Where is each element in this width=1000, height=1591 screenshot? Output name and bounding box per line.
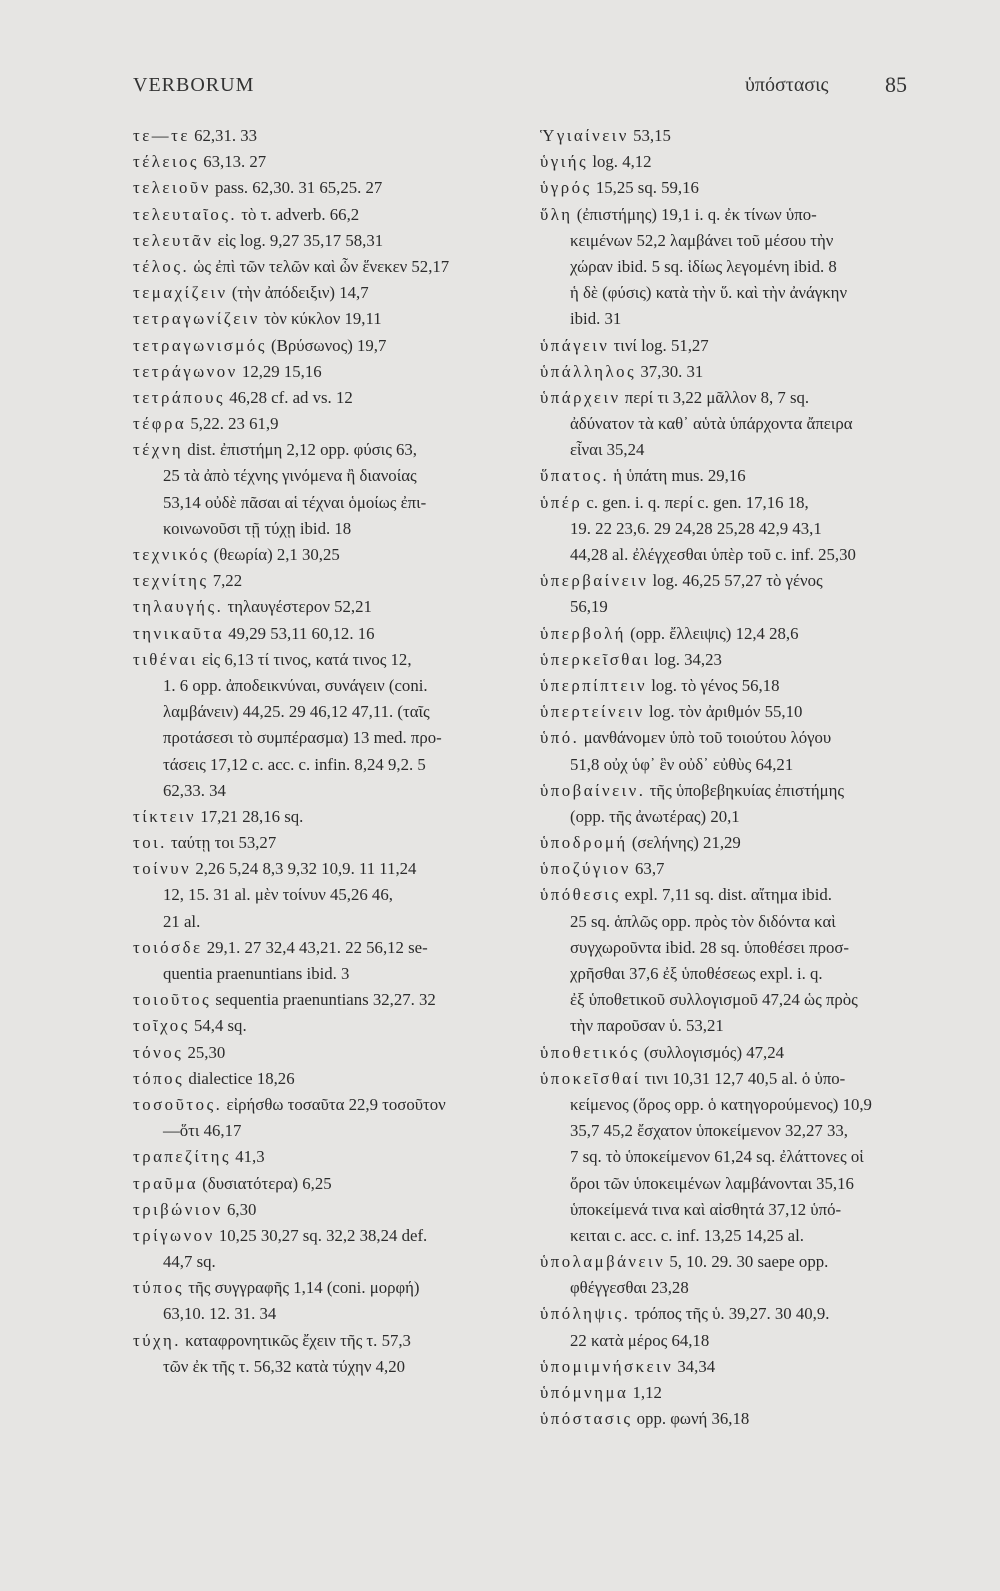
index-entry <box>540 1066 940 1092</box>
entry-headword: τοσοῦτος. <box>133 1094 223 1114</box>
index-entry <box>540 725 940 751</box>
index-entry-continuation <box>540 961 940 987</box>
entry-headword: ὑποκεῖσθαί <box>540 1068 641 1088</box>
entry-references: τῆς ὑποβεβηκυίας ἐπιστήμης <box>645 780 845 800</box>
entry-references: τρόπος τῆς ὑ. 39,27. 30 40,9. <box>630 1304 830 1324</box>
entry-references: log. 46,25 57,27 τὸ γένος <box>648 571 823 591</box>
entry-references: ὑποκείμενά τινα καὶ αἰσθητά 37,12 ὑπό- <box>570 1199 842 1219</box>
entry-references: εἰρήσθω τοσαῦτα 22,9 τοσοῦτον <box>222 1094 446 1114</box>
entry-references: (ἐπιστήμης) 19,1 i. q. ἐκ τίνων ὑπο- <box>572 204 817 224</box>
entry-references: 12, 15. 31 al. μὲν τοίνυν 45,26 46, <box>163 885 393 905</box>
entry-references: τῶν ἐκ τῆς τ. 56,32 κατὰ τύχην 4,20 <box>163 1356 405 1376</box>
index-entry-continuation <box>133 1249 523 1275</box>
index-entry <box>540 359 940 385</box>
entry-references: χώραν ibid. 5 sq. ἰδίως λεγομένη ibid. 8 <box>570 256 837 276</box>
entry-references: 15,25 sq. 59,16 <box>591 178 699 198</box>
index-entry <box>540 830 940 856</box>
index-entry <box>540 621 940 647</box>
index-entry-continuation <box>540 306 940 332</box>
index-entry-continuation <box>133 1354 523 1380</box>
index-entry <box>133 621 523 647</box>
entry-headword: ὑπομιμνήσκειν <box>540 1356 674 1376</box>
entry-headword: τόνος <box>133 1042 184 1062</box>
entry-references: 54,4 sq. <box>189 1016 247 1036</box>
index-entry-continuation <box>133 882 523 908</box>
entry-headword: ὑπερβολή <box>540 623 626 643</box>
index-entry <box>540 1040 940 1066</box>
entry-headword: τύπος <box>133 1278 185 1298</box>
entry-references: εἰς 6,13 τί τινος, κατά τινος 12, <box>197 649 412 669</box>
index-entry <box>540 699 940 725</box>
index-entry <box>133 254 523 280</box>
index-entry-continuation <box>133 909 523 935</box>
index-entry-continuation <box>540 516 940 542</box>
index-entry-continuation <box>133 1301 523 1327</box>
entry-headword: ὑποδρομή <box>540 833 628 853</box>
entry-references: 7,22 <box>208 571 243 591</box>
index-entry <box>540 333 940 359</box>
entry-references: προτάσεσι τὸ συμπέρασμα) 13 med. προ- <box>163 728 442 748</box>
entry-references: (συλλογισμός) 47,24 <box>639 1042 784 1062</box>
entry-headword: ὑπό. <box>540 728 580 748</box>
entry-references: λαμβάνειν) 44,25. 29 46,12 47,11. (ταῖς <box>163 702 430 722</box>
entry-references: 53,14 οὐδὲ πᾶσαι αἱ τέχναι ὁμοίως ἐπι- <box>163 492 427 512</box>
entry-references: 51,8 οὐχ ὑφ᾽ ἓν οὐδ᾽ εὐθὺς 64,21 <box>570 754 794 774</box>
entry-references: τὸ τ. adverb. 66,2 <box>237 204 360 224</box>
index-entry <box>133 1066 523 1092</box>
entry-references: 7 sq. τὸ ὑποκείμενον 61,24 sq. ἐλάττονες οἱ <box>570 1147 864 1167</box>
entry-references: ibid. 31 <box>570 309 622 329</box>
page-number: 85 <box>885 72 907 97</box>
index-entry-continuation <box>133 699 523 725</box>
index-entry <box>133 1013 523 1039</box>
entry-headword: τηλαυγής. <box>133 597 224 617</box>
entry-references: 2,26 5,24 8,3 9,32 10,9. 11 11,24 <box>191 859 417 879</box>
index-entry-continuation <box>540 935 940 961</box>
entry-references: 62,33. 34 <box>163 780 226 800</box>
index-entry <box>540 463 940 489</box>
entry-references: 25 τὰ ἀπὸ τέχνης γινόμενα ἢ διανοίας <box>163 466 417 486</box>
entry-references: (σελήνης) 21,29 <box>627 833 741 853</box>
entry-references: ταύτῃ τοι 53,27 <box>166 833 277 853</box>
entry-references: expl. 7,11 sq. dist. αἴτημα ibid. <box>620 885 832 905</box>
entry-headword: τέφρα <box>133 414 187 434</box>
entry-headword: τεχνικός <box>133 545 210 564</box>
index-entry <box>540 1354 940 1380</box>
index-entry-continuation <box>540 411 940 437</box>
right-index-column <box>540 123 940 1432</box>
entry-references: 5, 10. 29. 30 saepe opp. <box>665 1252 829 1272</box>
entry-headword: τηνικαῦτα <box>133 623 225 643</box>
entry-references: ἡ ὑπάτη mus. 29,16 <box>609 466 746 486</box>
index-entry-continuation <box>540 542 940 568</box>
index-entry <box>133 359 523 385</box>
index-entry <box>133 542 523 568</box>
entry-headword: ὑπέρ <box>540 492 583 512</box>
index-entry <box>133 1223 523 1249</box>
entry-references: καταφρονητικῶς ἔχειν τῆς τ. 57,3 <box>180 1330 411 1350</box>
index-entry-continuation <box>540 752 940 778</box>
entry-references: περί τι 3,22 μᾶλλον 8, 7 sq. <box>620 387 810 407</box>
entry-references: —ὅτι 46,17 <box>163 1121 242 1141</box>
entry-references: φθέγγεσθαι 23,28 <box>570 1278 689 1298</box>
index-entry <box>540 490 940 516</box>
entry-references: 25,30 <box>183 1042 226 1062</box>
entry-references: log. 34,23 <box>650 649 722 669</box>
index-entry <box>540 149 940 175</box>
entry-references: εἶναι 35,24 <box>570 440 645 460</box>
entry-references: log. 4,12 <box>588 152 652 172</box>
index-entry <box>540 123 940 149</box>
index-entry-continuation <box>133 516 523 542</box>
entry-references: ὅροι τῶν ὑποκειμένων λαμβάνονται 35,16 <box>570 1173 854 1193</box>
entry-headword: τετράπους <box>133 387 226 407</box>
entry-headword: ὑπόθεσις <box>540 885 621 905</box>
index-entry <box>133 437 523 463</box>
index-entry-continuation <box>540 437 940 463</box>
entry-references: (θεωρία) 2,1 30,25 <box>209 545 340 564</box>
index-entry-continuation <box>540 987 940 1013</box>
entry-references: 6,30 <box>222 1199 257 1219</box>
entry-headword: τέλος. <box>133 256 190 276</box>
entry-references: (τὴν ἀπόδειξιν) 14,7 <box>227 283 369 303</box>
index-entry-continuation <box>540 909 940 935</box>
index-entry-continuation <box>133 463 523 489</box>
entry-references: τηλαυγέστερον 52,21 <box>223 597 372 617</box>
entry-headword: ὑπόστασις <box>540 1409 633 1429</box>
entry-references: τινί log. 51,27 <box>609 335 709 355</box>
index-entry-continuation <box>133 673 523 699</box>
index-entry <box>133 333 523 359</box>
entry-headword: τετράγωνον <box>133 361 238 381</box>
left-index-column <box>133 123 523 1380</box>
entry-references: 44,7 sq. <box>163 1252 216 1272</box>
entry-headword: τίκτειν <box>133 806 197 826</box>
index-entry <box>540 673 940 699</box>
entry-references: log. τὸν ἀριθμόν 55,10 <box>644 702 803 722</box>
entry-headword: τοίνυν <box>133 859 192 879</box>
index-entry <box>133 1171 523 1197</box>
entry-headword: ὑπόληψις. <box>540 1304 631 1324</box>
entry-headword: ὑπερκεῖσθαι <box>540 649 651 669</box>
entry-references: 62,31. 33 <box>189 126 257 145</box>
index-entry <box>133 1092 523 1118</box>
entry-references: 46,28 cf. ad vs. 12 <box>225 387 353 407</box>
index-entry <box>133 202 523 228</box>
index-entry <box>133 411 523 437</box>
entry-headword: ὑποζύγιον <box>540 859 631 879</box>
entry-references: τὸν κύκλον 19,11 <box>259 309 382 329</box>
entry-references: 53,15 <box>628 126 671 145</box>
index-entry-continuation <box>540 1328 940 1354</box>
entry-headword: τέχνη <box>133 440 184 460</box>
entry-headword: ὕπατος. <box>540 466 610 486</box>
entry-headword: τοιοῦτος <box>133 990 212 1010</box>
entry-headword: τριβώνιον <box>133 1199 223 1219</box>
entry-references: 44,28 al. ἐλέγχεσθαι ὑπὲρ τοῦ c. inf. 25,30 <box>570 545 856 564</box>
entry-headword: τετραγωνίζειν <box>133 309 260 329</box>
entry-references: 37,30. 31 <box>636 361 704 381</box>
index-entry <box>133 1275 523 1301</box>
entry-headword: τρίγωνον <box>133 1225 215 1245</box>
entry-references: quentia praenuntians ibid. 3 <box>163 964 350 983</box>
index-entry-continuation <box>540 1197 940 1223</box>
entry-headword: ὑποθετικός <box>540 1042 640 1062</box>
entry-headword: τόπος <box>133 1068 185 1088</box>
index-entry <box>133 280 523 306</box>
entry-headword: τελευτᾶν <box>133 230 214 250</box>
index-entry <box>133 306 523 332</box>
index-entry <box>133 123 523 149</box>
entry-headword: τεμαχίζειν <box>133 283 228 303</box>
index-entry-continuation <box>133 490 523 516</box>
index-entry <box>540 778 940 804</box>
entry-headword: τελειοῦν <box>133 178 211 198</box>
entry-headword: ὑπερτείνειν <box>540 702 645 722</box>
index-entry <box>133 856 523 882</box>
entry-references: τάσεις 17,12 c. acc. c. infin. 8,24 9,2. 5 <box>163 754 426 774</box>
entry-headword: τοῖχος <box>133 1016 190 1036</box>
entry-references: 25 sq. ἁπλῶς opp. πρὸς τὸν διδόντα καὶ <box>570 911 836 931</box>
entry-references: κοινωνοῦσι τῇ τύχῃ ibid. 18 <box>163 518 352 538</box>
entry-references: (δυσιατότερα) 6,25 <box>198 1173 332 1193</box>
entry-references: 21 al. <box>163 911 201 931</box>
entry-references: opp. φωνή 36,18 <box>632 1409 750 1429</box>
index-entry <box>133 647 523 673</box>
entry-headword: ὑπολαμβάνειν <box>540 1252 666 1272</box>
entry-references: ἀδύνατον τὰ καθ᾽ αὑτὰ ὑπάρχοντα ἄπειρα <box>570 414 853 434</box>
entry-references: κειμένων 52,2 λαμβάνει τοῦ μέσου τὴν <box>570 230 834 250</box>
index-entry <box>133 149 523 175</box>
index-entry <box>540 175 940 201</box>
index-entry <box>540 1406 940 1432</box>
index-entry-continuation <box>540 1013 940 1039</box>
entry-references: 12,29 15,16 <box>237 361 322 381</box>
index-entry-continuation <box>540 804 940 830</box>
entry-references: 63,10. 12. 31. 34 <box>163 1304 277 1324</box>
index-entry <box>540 647 940 673</box>
entry-references: 49,29 53,11 60,12. 16 <box>224 623 375 643</box>
index-entry <box>133 228 523 254</box>
entry-headword: ὑπάγειν <box>540 335 610 355</box>
index-entry <box>133 568 523 594</box>
index-entry-continuation <box>540 254 940 280</box>
entry-headword: τύχη. <box>133 1330 181 1350</box>
index-entry-continuation <box>540 1092 940 1118</box>
entry-headword: τραῦμα <box>133 1173 199 1193</box>
entry-references: τῆς συγγραφῆς 1,14 (coni. μορφή) <box>184 1278 420 1298</box>
entry-references: 63,13. 27 <box>199 152 267 172</box>
index-entry-continuation <box>133 752 523 778</box>
entry-headword: τοι. <box>133 833 167 853</box>
entry-references: 56,19 <box>570 597 608 617</box>
entry-headword: ὑποβαίνειν. <box>540 780 646 800</box>
entry-references: κειται c. acc. c. inf. 13,25 14,25 al. <box>570 1225 804 1245</box>
index-entry <box>540 202 940 228</box>
entry-references: 5,22. 23 61,9 <box>186 414 279 434</box>
entry-headword: τοιόσδε <box>133 937 203 957</box>
entry-references: 63,7 <box>630 859 665 879</box>
index-entry <box>540 385 940 411</box>
entry-references: 10,25 30,27 sq. 32,2 38,24 def. <box>214 1225 428 1245</box>
index-entry-continuation <box>540 1171 940 1197</box>
entry-headword: ὑπερβαίνειν <box>540 571 649 591</box>
entry-references: (opp. ἔλλειψις) 12,4 28,6 <box>625 623 799 643</box>
entry-headword: ὑγρός <box>540 178 592 198</box>
entry-headword: τιθέναι <box>133 649 198 669</box>
entry-references: τὴν παροῦσαν ὑ. 53,21 <box>570 1016 724 1036</box>
index-entry-continuation <box>540 1275 940 1301</box>
entry-references: dialectice 18,26 <box>184 1068 295 1088</box>
entry-references: 35,7 45,2 ἔσχατον ὑποκείμενον 32,27 33, <box>570 1121 848 1141</box>
entry-headword: ὑπάλληλος <box>540 361 637 381</box>
index-entry <box>133 175 523 201</box>
index-entry <box>540 882 940 908</box>
entry-references: 1,12 <box>628 1383 662 1402</box>
entry-references: ὡς ἐπὶ τῶν τελῶν καὶ ὧν ἕνεκεν 52,17 <box>189 256 450 276</box>
index-entry <box>133 1040 523 1066</box>
entry-headword: ὕλη <box>540 204 573 224</box>
entry-headword: τραπεζίτης <box>133 1147 232 1167</box>
entry-references: 34,34 <box>673 1356 716 1376</box>
index-entry-continuation <box>133 778 523 804</box>
entry-references: τινι 10,31 12,7 40,5 al. ὁ ὑπο- <box>640 1068 846 1088</box>
entry-headword: τεχνίτης <box>133 571 209 591</box>
entry-references: (Βρύσωνος) 19,7 <box>266 335 387 355</box>
entry-references: 29,1. 27 32,4 43,21. 22 56,12 se- <box>202 937 428 957</box>
entry-references: χρῆσθαι 37,6 ἐξ ὑποθέσεως expl. i. q. <box>570 964 823 983</box>
index-entry <box>133 935 523 961</box>
index-entry <box>540 1380 940 1406</box>
index-entry-continuation <box>133 1118 523 1144</box>
entry-references: log. τὸ γένος 56,18 <box>647 675 780 695</box>
entry-headword: ὑπερπίπτειν <box>540 675 648 695</box>
index-entry-continuation <box>540 1223 940 1249</box>
entry-headword: ὑπάρχειν <box>540 387 621 407</box>
entry-headword: Ὑγιαίνειν <box>540 126 629 145</box>
entry-references: μανθάνομεν ὑπὸ τοῦ τοιούτου λόγου <box>579 728 832 748</box>
entry-references: ἡ δὲ (φύσις) κατὰ τὴν ὕ. καὶ τὴν ἀνάγκην <box>570 283 848 303</box>
index-entry <box>133 830 523 856</box>
entry-references: 1. 6 opp. ἀποδεικνύναι, συνάγειν (coni. <box>163 675 428 695</box>
index-entry-continuation <box>540 1118 940 1144</box>
entry-references: συγχωροῦντα ibid. 28 sq. ὑποθέσει προσ- <box>570 937 850 957</box>
entry-references: (opp. τῆς ἀνωτέρας) 20,1 <box>570 806 740 826</box>
entry-references: κείμενος (ὅρος opp. ὁ κατηγορούμενος) 10,9 <box>570 1094 872 1114</box>
index-entry <box>540 1301 940 1327</box>
entry-headword: ὑγιής <box>540 152 589 172</box>
index-entry <box>133 804 523 830</box>
entry-references: 41,3 <box>231 1147 265 1167</box>
index-entry <box>133 1144 523 1170</box>
entry-references: 19. 22 23,6. 29 24,28 25,28 42,9 43,1 <box>570 518 822 538</box>
index-entry <box>540 568 940 594</box>
index-entry <box>540 856 940 882</box>
entry-references: dist. ἐπιστήμη 2,12 opp. φύσις 63, <box>183 440 418 460</box>
running-head-left: VERBORUM <box>133 74 255 96</box>
index-entry <box>133 1197 523 1223</box>
index-entry-continuation <box>540 228 940 254</box>
index-entry-continuation <box>540 280 940 306</box>
entry-headword: τε—τε <box>133 126 190 145</box>
entry-references: sequentia praenuntians 32,27. 32 <box>211 990 436 1010</box>
entry-references: pass. 62,30. 31 65,25. 27 <box>210 178 383 198</box>
index-entry <box>133 1328 523 1354</box>
index-entry <box>133 385 523 411</box>
running-head-catchword: ὑπόστασις <box>745 74 829 96</box>
index-entry <box>133 594 523 620</box>
index-entry <box>540 1249 940 1275</box>
entry-references: 17,21 28,16 sq. <box>196 806 304 826</box>
entry-references: εἰς log. 9,27 35,17 58,31 <box>213 230 384 250</box>
entry-headword: τέλειος <box>133 152 200 172</box>
index-entry-continuation <box>133 725 523 751</box>
entry-headword: τετραγωνισμός <box>133 335 267 355</box>
entry-references: ἐξ ὑποθετικοῦ συλλογισμοῦ 47,24 ὡς πρὸς <box>570 990 858 1010</box>
entry-references: 22 κατὰ μέρος 64,18 <box>570 1330 710 1350</box>
index-entry <box>133 987 523 1013</box>
entry-headword: ὑπόμνημα <box>540 1383 629 1402</box>
entry-references: c. gen. i. q. περί c. gen. 17,16 18, <box>582 492 809 512</box>
index-entry-continuation <box>133 961 523 987</box>
index-entry-continuation <box>540 1144 940 1170</box>
entry-headword: τελευταῖος. <box>133 204 238 224</box>
index-entry-continuation <box>540 594 940 620</box>
